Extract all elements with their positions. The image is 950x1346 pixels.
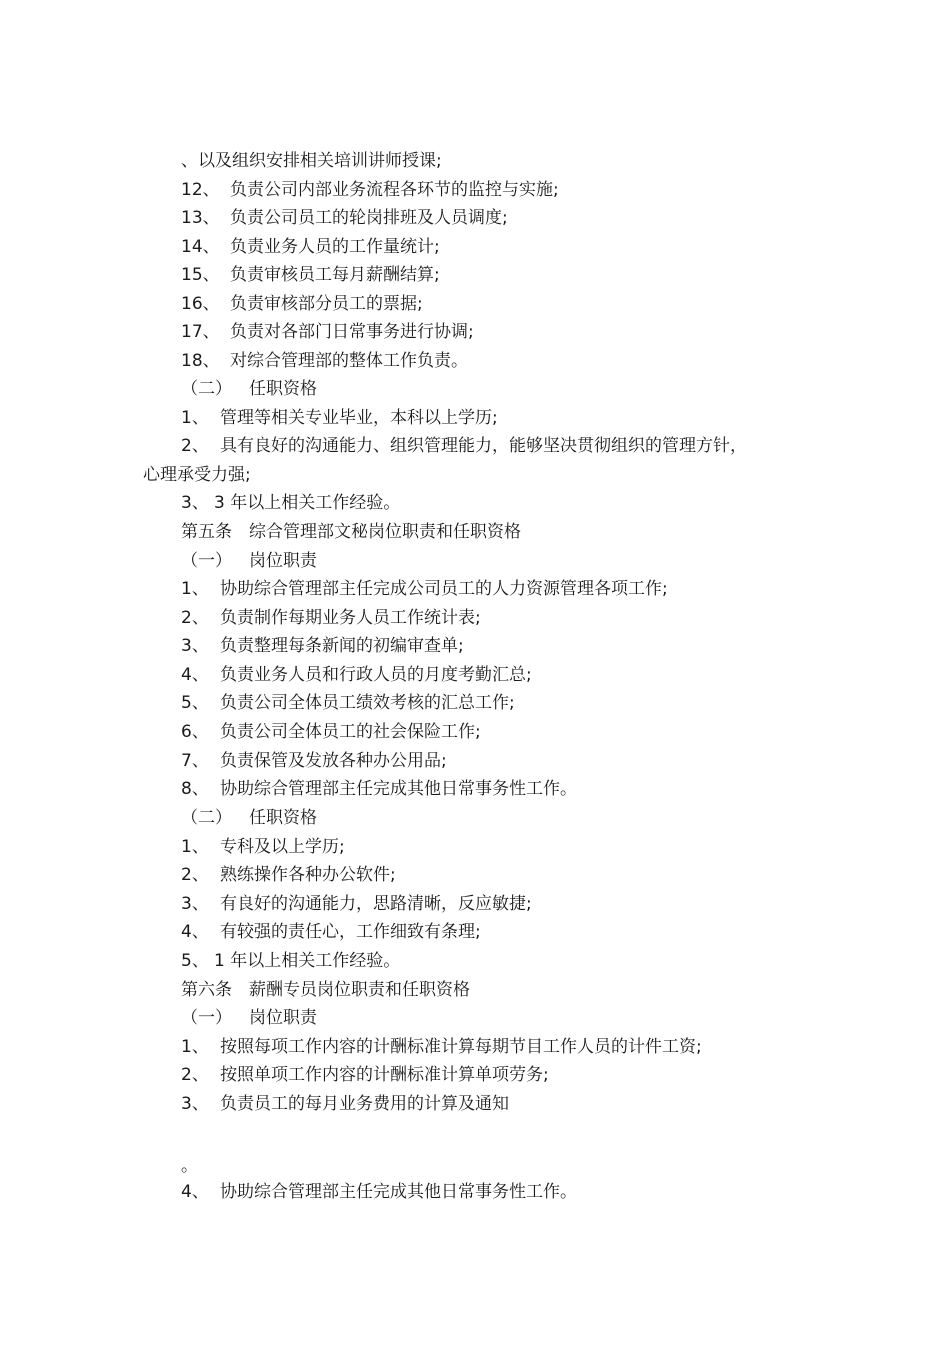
line-text: 。 xyxy=(181,1156,198,1176)
line-text: 、以及组织安排相关培训讲师授课; xyxy=(181,151,442,171)
item-number: 3、 xyxy=(181,1094,209,1114)
item-text: 负责整理每条新闻的初编审查单; xyxy=(220,636,464,656)
item-text: 负责审核部分员工的票据; xyxy=(230,294,423,314)
list-item xyxy=(181,321,474,343)
text-line xyxy=(181,150,442,172)
item-text: 专科及以上学历; xyxy=(220,837,345,857)
item-number: 2、 xyxy=(181,436,209,456)
item-number: 2、 xyxy=(181,1065,209,1085)
item-number: 1、 xyxy=(181,579,209,599)
list-item xyxy=(181,350,468,372)
text-line xyxy=(143,464,251,486)
item-number: 5、 xyxy=(181,693,209,713)
item-number: 1、 xyxy=(181,837,209,857)
item-number: 15、 xyxy=(181,265,220,285)
article-title: 薪酬专员岗位职责和任职资格 xyxy=(249,980,470,1000)
item-text: 管理等相关专业毕业，本科以上学历; xyxy=(220,408,498,428)
item-text: 负责公司员工的轮岗排班及人员调度; xyxy=(230,208,508,228)
list-item xyxy=(181,207,508,229)
list-item xyxy=(181,1064,549,1086)
item-number: 3、 xyxy=(181,636,209,656)
article-heading xyxy=(181,979,470,1001)
item-number: 3、 xyxy=(181,493,209,513)
line-text: 心理承受力强; xyxy=(143,465,251,485)
item-text: 按照单项工作内容的计酬标准计算单项劳务; xyxy=(220,1065,549,1085)
heading-number: （一） xyxy=(181,1008,232,1028)
list-item xyxy=(181,578,668,600)
item-number: 16、 xyxy=(181,294,220,314)
heading-number: （二） xyxy=(181,379,232,399)
item-number: 6、 xyxy=(181,722,209,742)
item-number: 17、 xyxy=(181,322,220,342)
list-item xyxy=(181,635,464,657)
item-text: 协助综合管理部主任完成其他日常事务性工作。 xyxy=(220,1182,577,1202)
list-item xyxy=(181,293,423,315)
item-number: 12、 xyxy=(181,180,220,200)
item-text: 协助综合管理部主任完成公司员工的人力资源管理各项工作; xyxy=(220,579,668,599)
list-item xyxy=(181,721,481,743)
list-item xyxy=(181,179,559,201)
list-item xyxy=(181,750,447,772)
item-text: 协助综合管理部主任完成其他日常事务性工作。 xyxy=(220,779,577,799)
item-text: 负责制作每期业务人员工作统计表; xyxy=(220,608,481,628)
item-number: 13、 xyxy=(181,208,220,228)
list-item xyxy=(181,236,440,258)
subsection-heading xyxy=(181,1007,317,1029)
item-text: 3 年以上相关工作经验。 xyxy=(214,493,401,513)
item-number: 1、 xyxy=(181,408,209,428)
list-item xyxy=(181,864,396,886)
item-text: 负责对各部门日常事务进行协调; xyxy=(230,322,474,342)
item-number: 8、 xyxy=(181,779,209,799)
item-number: 14、 xyxy=(181,237,220,257)
item-number: 2、 xyxy=(181,608,209,628)
article-number: 第六条 xyxy=(181,980,232,1000)
list-item xyxy=(181,1181,577,1203)
item-text: 负责公司全体员工绩效考核的汇总工作; xyxy=(220,693,515,713)
subsection-heading xyxy=(181,378,317,400)
heading-text: 岗位职责 xyxy=(249,551,317,571)
list-item xyxy=(181,950,400,972)
list-item xyxy=(181,664,532,686)
item-number: 2、 xyxy=(181,865,209,885)
list-item xyxy=(181,1036,702,1058)
item-text: 熟练操作各种办公软件; xyxy=(220,865,396,885)
list-item xyxy=(181,778,577,800)
item-text: 负责员工的每月业务费用的计算及通知 xyxy=(220,1094,509,1114)
list-item xyxy=(181,1093,509,1115)
list-item xyxy=(181,921,481,943)
list-item xyxy=(181,407,498,429)
heading-number: （一） xyxy=(181,551,232,571)
item-text: 负责审核员工每月薪酬结算; xyxy=(230,265,440,285)
item-number: 4、 xyxy=(181,1182,209,1202)
item-text: 负责业务人员的工作量统计; xyxy=(230,237,440,257)
list-item xyxy=(181,435,747,457)
item-text: 负责保管及发放各种办公用品; xyxy=(220,751,447,771)
subsection-heading xyxy=(181,550,317,572)
article-heading xyxy=(181,521,521,543)
list-item xyxy=(181,264,440,286)
heading-text: 岗位职责 xyxy=(249,1008,317,1028)
subsection-heading xyxy=(181,807,317,829)
item-number: 3、 xyxy=(181,894,209,914)
item-text: 1 年以上相关工作经验。 xyxy=(214,951,401,971)
item-text: 负责公司全体员工的社会保险工作; xyxy=(220,722,481,742)
heading-text: 任职资格 xyxy=(249,808,317,828)
item-number: 4、 xyxy=(181,922,209,942)
list-item xyxy=(181,893,532,915)
heading-number: （二） xyxy=(181,808,232,828)
item-text: 具有良好的沟通能力、组织管理能力，能够坚决贯彻组织的管理方针， xyxy=(220,436,747,456)
item-text: 负责业务人员和行政人员的月度考勤汇总; xyxy=(220,665,532,685)
list-item xyxy=(181,692,515,714)
item-text: 有良好的沟通能力，思路清晰，反应敏捷; xyxy=(220,894,532,914)
text-line xyxy=(181,1155,198,1177)
item-number: 7、 xyxy=(181,751,209,771)
item-text: 有较强的责任心，工作细致有条理; xyxy=(220,922,481,942)
item-number: 1、 xyxy=(181,1037,209,1057)
article-title: 综合管理部文秘岗位职责和任职资格 xyxy=(249,522,521,542)
item-number: 5、 xyxy=(181,951,209,971)
list-item xyxy=(181,492,400,514)
list-item xyxy=(181,836,345,858)
item-number: 18、 xyxy=(181,351,220,371)
article-number: 第五条 xyxy=(181,522,232,542)
list-item xyxy=(181,607,481,629)
item-number: 4、 xyxy=(181,665,209,685)
item-text: 负责公司内部业务流程各环节的监控与实施; xyxy=(230,180,559,200)
heading-text: 任职资格 xyxy=(249,379,317,399)
item-text: 按照每项工作内容的计酬标准计算每期节目工作人员的计件工资; xyxy=(220,1037,702,1057)
item-text: 对综合管理部的整体工作负责。 xyxy=(230,351,468,371)
